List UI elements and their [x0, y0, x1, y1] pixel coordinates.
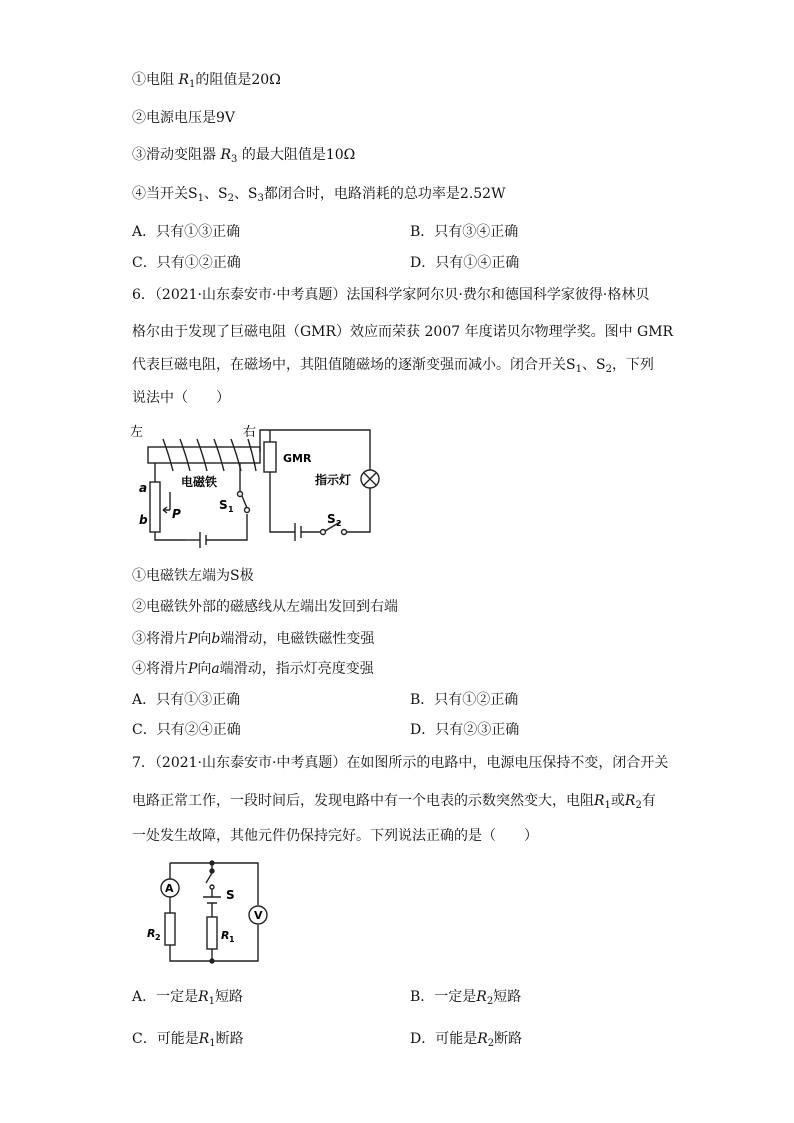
label-gmr: GMR	[283, 452, 312, 465]
q5-option-c[interactable]: C．只有①②正确	[132, 255, 241, 271]
q7-stem-line-1: 7．（2021·山东泰安市·中考真题）在如图所示的电路中，电源电压保持不变，闭合开关	[132, 755, 669, 771]
q6-statement-4: ④将滑片P向a端滑动，指示灯亮度变强	[132, 661, 374, 677]
q5-statement-1: ①电阻 $R_1$的阻值是20Ω	[132, 72, 281, 90]
q6-option-b[interactable]: B．只有①②正确	[410, 692, 519, 708]
label-s1-sub: 1	[228, 505, 234, 514]
gmr-resistor	[264, 442, 276, 472]
q5-option-d[interactable]: D．只有①④正确	[410, 255, 520, 271]
q6-stem-line-4: 说法中（ ）	[132, 390, 230, 406]
q5-statement-4: ④当开关$S_1$、$S_2$、$S_3$都闭合时，电路消耗的总功率是2.52W	[132, 186, 506, 204]
q6-stem-line-2: 格尔由于发现了巨磁电阻（GMR）效应而荣获 2007 年度诺贝尔物理学奖。图中 GMR	[132, 324, 674, 340]
q6-circuit-diagram	[125, 422, 395, 557]
label-right: 右	[243, 425, 257, 440]
label-r1: R	[221, 929, 230, 942]
q5-option-b[interactable]: B．只有③④正确	[410, 224, 519, 240]
label-voltmeter: V	[254, 909, 263, 922]
label-s2: S	[327, 512, 336, 526]
q6-option-c[interactable]: C．只有②④正确	[132, 722, 241, 738]
label-b: b	[139, 513, 148, 527]
battery-1	[200, 532, 206, 548]
resistor-r1	[207, 917, 217, 949]
label-indicator-lamp: 指示灯	[315, 473, 352, 487]
q7-option-b[interactable]: B．一定是$R_2$短路	[410, 989, 522, 1007]
label-r1-sub: 1	[229, 935, 235, 944]
q6-statement-1: ①电磁铁左端为S极	[132, 568, 254, 584]
label-s2-sub: 2	[336, 519, 342, 528]
q7-circuit-diagram	[140, 855, 275, 970]
q7-option-d[interactable]: D．可能是$R_2$断路	[410, 1031, 523, 1049]
label-p: P	[172, 507, 181, 521]
slider-p	[163, 507, 170, 513]
q6-option-d[interactable]: D．只有②③正确	[410, 722, 520, 738]
q6-option-a[interactable]: A．只有①③正确	[132, 692, 241, 708]
q7-option-c[interactable]: C．可能是$R_1$断路	[132, 1031, 244, 1049]
q7-stem-line-2: 电路正常工作，一段时间后，发现电路中有一个电表的示数突然变大，电阻$R_1$或$R_2$有	[132, 793, 656, 811]
switch-s	[206, 873, 212, 883]
battery-2	[295, 523, 301, 541]
label-a: a	[139, 481, 148, 495]
q5-statement-3: ③滑动变阻器 $R_3$ 的最大阻值是10Ω	[132, 147, 356, 165]
label-ammeter: A	[165, 882, 174, 895]
q7-stem-line-3: 一处发生故障，其他元件仍保持完好。下列说法正确的是（ ）	[132, 828, 538, 844]
q5-statement-2: ②电源电压是9V	[132, 110, 236, 126]
label-s1: S	[219, 498, 228, 512]
q6-statement-3: ③将滑片P向b端滑动，电磁铁磁性变强	[132, 631, 375, 647]
rheostat	[150, 482, 160, 532]
battery	[203, 897, 221, 903]
q6-stem-line-1: 6．（2021·山东泰安市·中考真题）法国科学家阿尔贝·费尔和德国科学家彼得·格林贝	[132, 287, 650, 303]
q6-statement-2: ②电磁铁外部的磁感线从左端出发回到右端	[132, 599, 398, 615]
label-r2: R	[147, 927, 156, 940]
switch-s1	[242, 496, 247, 508]
q5-option-a[interactable]: A．只有①③正确	[132, 224, 241, 240]
label-electromagnet: 电磁铁	[181, 475, 218, 489]
resistor-r2	[165, 913, 175, 945]
label-left: 左	[130, 425, 144, 440]
q6-stem-line-3: 代表巨磁电阻，在磁场中，其阻值随磁场的逐渐变强而减小。闭合开关$S_1$、$S_2$，下列	[132, 357, 654, 375]
label-switch: S	[226, 888, 235, 902]
label-r2-sub: 2	[155, 933, 161, 942]
q7-option-a[interactable]: A．一定是$R_1$短路	[132, 989, 244, 1007]
